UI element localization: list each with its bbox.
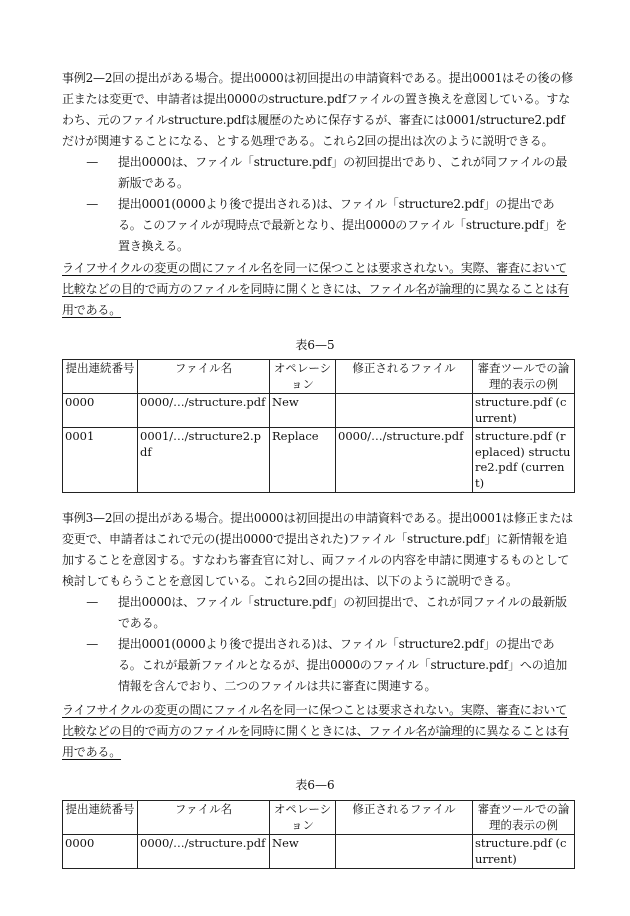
table-cell: 0000	[63, 835, 138, 869]
example2-section	[62, 68, 574, 257]
table-cell: Replace	[270, 428, 336, 493]
table-row	[63, 394, 575, 428]
table-cell: New	[270, 835, 336, 869]
list-item	[62, 634, 574, 697]
table-cell: 0000	[63, 394, 138, 428]
bullet-text: 提出0000は、ファイル「structure.pdf」の初回提出で、これが同ファイルの最新版である。	[118, 595, 567, 630]
bullet-text: 提出0001(0000より後で提出される)は、ファイル「structure2.pdf」の提出である。これが最新ファイルとなるが、提出0000のファイル「structure.pdf」への追加情報を含んでおり、二つのファイルは共に審査に関連する。	[118, 637, 568, 693]
dash-bullet: —	[86, 637, 98, 651]
table6-caption: 表6—6	[295, 778, 335, 792]
table5-caption: 表6—5	[295, 338, 335, 352]
column-header: ファイル名	[138, 360, 270, 394]
dash-bullet: —	[86, 595, 98, 609]
table6	[62, 800, 575, 869]
column-header: オペレーション	[270, 360, 336, 394]
column-header: 審査ツールでの論理的表示の例	[473, 801, 575, 835]
table-row	[63, 835, 575, 869]
example2-intro: 事例2—2回の提出がある場合。提出0000は初回提出の申請資料である。提出0001はその後の修正または変更で、申請者は提出0000のstructure.pdfファイルの置き換えを意図している。すなわち、元のファイルstructure.pdfは履歴のために保存するが、審査には0001/structure2.pdfだけが関連することになる、とする処理である。これら2回の提出は次のように説明できる。	[62, 71, 573, 148]
table-cell	[336, 835, 473, 869]
example3-intro: 事例3—2回の提出がある場合。提出0000は初回提出の申請資料である。提出0001は修正または変更で、申請者はこれで元の(提出0000で提出された)ファイル「structure.pdf」に新情報を追加することを意図する。すなわち審査官に対し、両ファイルの内容を申請に関連するものとして検討してもらうことを意図している。これら2回の提出は、以下のように説明できる。	[62, 511, 573, 588]
table5	[62, 359, 575, 493]
table-cell: structure.pdf (current)	[473, 835, 575, 869]
bullet-text: 提出0001(0000より後で提出される)は、ファイル「structure2.pdf」の提出である。このファイルが現時点で最新となり、提出0000のファイル「structure.pdf」を置き換える。	[118, 197, 568, 253]
column-header: 修正されるファイル	[336, 360, 473, 394]
dash-bullet: —	[86, 197, 98, 211]
table-cell: New	[270, 394, 336, 428]
table-header-row	[63, 360, 575, 394]
table-cell: 0000/…/structure.pdf	[138, 835, 270, 869]
dash-bullet: —	[86, 155, 98, 169]
list-item	[62, 152, 574, 194]
column-header: 審査ツールでの論理的表示の例	[473, 360, 575, 394]
table-cell: 0000/…/structure.pdf	[336, 428, 473, 493]
column-header: 提出連続番号	[63, 360, 138, 394]
table-cell: structure.pdf (replaced) structure2.pdf (current)	[473, 428, 575, 493]
example3-bullets	[62, 592, 574, 697]
bullet-text: 提出0000は、ファイル「structure.pdf」の初回提出であり、これが同ファイルの最新版である。	[118, 155, 568, 190]
table-cell: 0001/…/structure2.pdf	[138, 428, 270, 493]
table-cell: 0001	[63, 428, 138, 493]
table-cell: 0000/…/structure.pdf	[138, 394, 270, 428]
example2-bullets	[62, 152, 574, 257]
table-row	[63, 428, 575, 493]
column-header: 提出連続番号	[63, 801, 138, 835]
list-item	[62, 592, 574, 634]
example3-note: ライフサイクルの変更の間にファイル名を同一に保つことは要求されない。実際、審査において比較などの目的で両方のファイルを同時に開くときには、ファイル名が論理的に異なることは有用である。	[62, 703, 569, 759]
column-header: ファイル名	[138, 801, 270, 835]
column-header: 修正されるファイル	[336, 801, 473, 835]
list-item	[62, 194, 574, 257]
column-header: オペレーション	[270, 801, 336, 835]
table-header-row	[63, 801, 575, 835]
table-cell: structure.pdf (current)	[473, 394, 575, 428]
example3-section	[62, 508, 574, 697]
example2-note: ライフサイクルの変更の間にファイル名を同一に保つことは要求されない。実際、審査において比較などの目的で両方のファイルを同時に開くときには、ファイル名が論理的に異なることは有用である。	[62, 261, 569, 317]
table-cell	[336, 394, 473, 428]
